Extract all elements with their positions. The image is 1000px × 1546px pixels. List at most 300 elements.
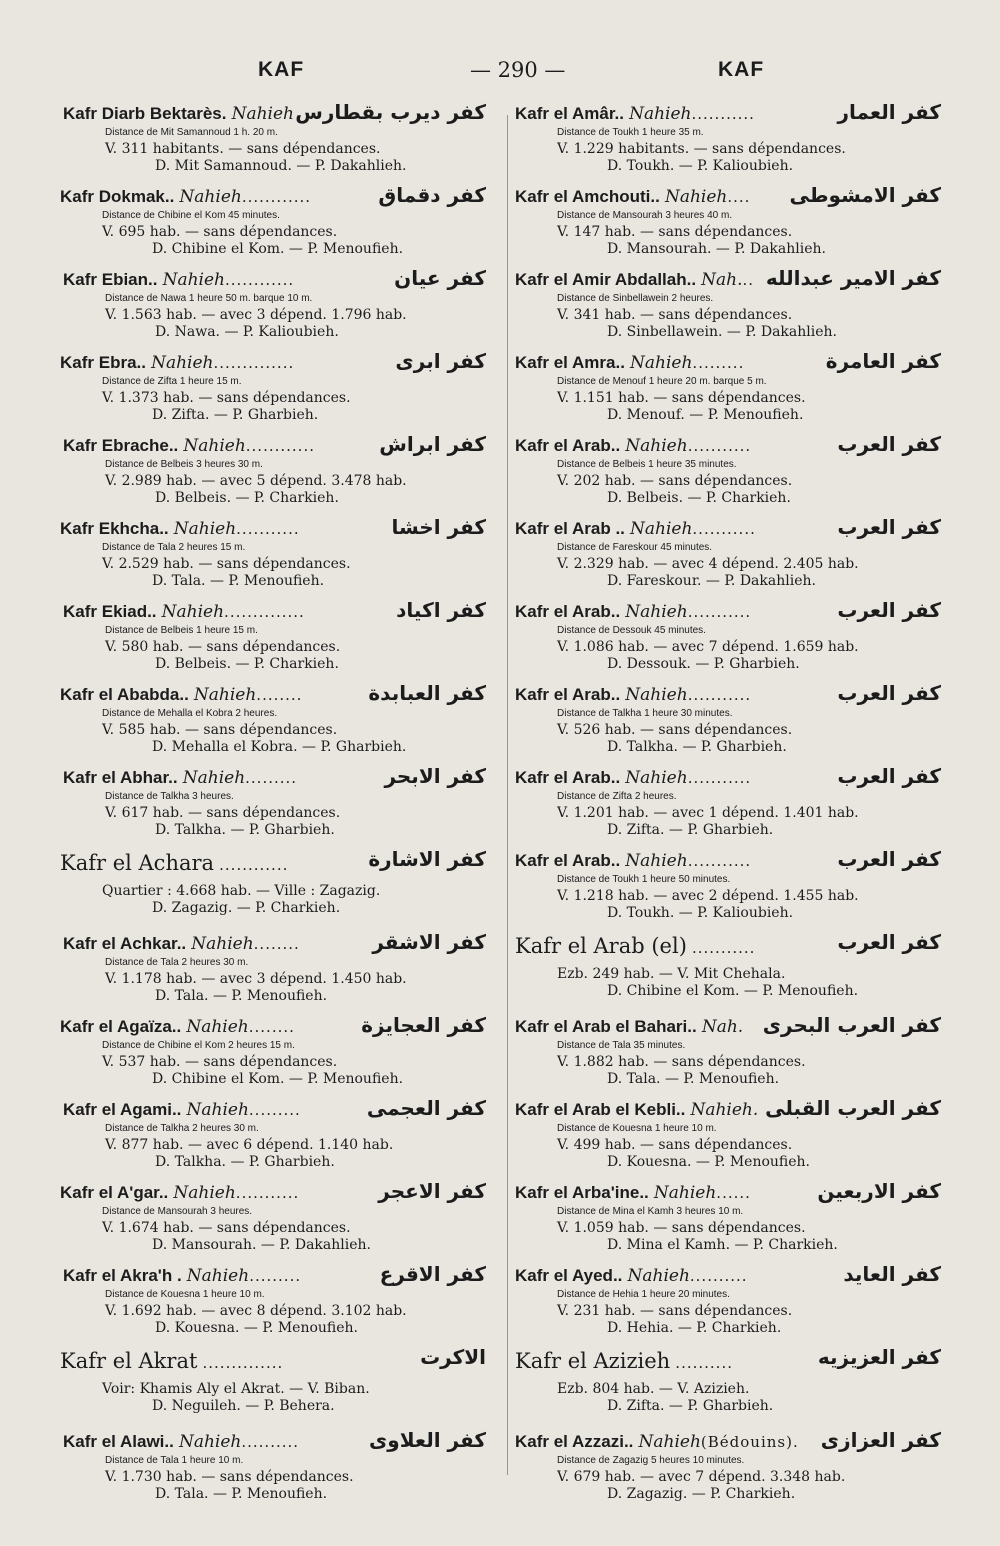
gazetteer-entry [515,1096,955,1183]
entry-population: V. 202 hab. — sans dépendances. [557,473,793,489]
entry-name: Kafr el Arab .. [515,519,625,538]
entry-kind: Nahieh [186,1100,249,1120]
arabic-name: الاكرت [420,1345,486,1369]
entry-heading [63,1428,500,1454]
entry-kind: Nahieh [186,1017,249,1037]
entry-distance: Distance de Dessouk 45 minutes. [557,625,706,636]
entry-name: Kafr el Amâr.. [515,104,624,123]
entry-heading [60,847,500,875]
gazetteer-entry [63,930,500,1017]
entry-district: D. Belbeis. — P. Charkieh. [607,490,791,506]
entry-distance: Distance de Sinbellawein 2 heures. [557,293,714,304]
gazetteer-entry [60,681,500,768]
entry-district: D. Chibine el Kom. — P. Menoufieh. [607,983,859,999]
entry-name: Kafr el Arab.. [515,436,621,455]
entry-name: Kafr Ebrache.. [63,436,179,455]
arabic-name: كفر العرب [837,930,941,954]
gazetteer-entry [60,183,500,270]
entry-population: V. 695 hab. — sans dépendances. [102,224,338,240]
leader-dots: ........... [691,105,755,123]
leader-dots: .............. [202,1354,284,1372]
entry-name: Kafr el Abhar.. [63,768,178,787]
entry-heading [515,100,955,126]
entry-distance: Distance de Kouesna 1 heure 10 m. [557,1123,717,1134]
right-column [515,100,955,1515]
arabic-name: كفر العجايزة [361,1013,486,1037]
entry-population: V. 311 habitants. — sans dépendances. [105,141,381,157]
entry-kind: Nahieh [653,1183,717,1203]
entry-district: D. Fareskour. — P. Dakahlieh. [607,573,816,589]
entry-population: V. 1.059 hab. — sans dépendances. [557,1220,806,1236]
leader-dots: ........... [687,437,752,455]
entry-distance: Distance de Toukh 1 heure 50 minutes. [557,874,731,885]
entry-district: D. Zifta. — P. Gharbieh. [152,407,319,423]
arabic-name: كفر العايد [843,1262,941,1286]
gazetteer-entry [63,432,500,519]
entry-distance: Distance de Chibine el Kom 2 heures 15 m. [102,1040,295,1051]
entry-kind: Nahieh [161,602,225,622]
entry-population: V. 231 hab. — sans dépendances. [557,1303,793,1319]
entry-kind: Nahieh [182,768,246,788]
entry-kind: Nahieh [625,768,688,788]
entry-kind: Nahieh [173,1183,236,1203]
entry-population: V. 341 hab. — sans dépendances. [557,307,793,323]
arabic-name: كفر العلاوى [368,1428,486,1452]
entry-name: Kafr el Arab.. [515,602,621,621]
entry-distance: Distance de Mit Samannoud 1 h. 20 m. [105,127,278,138]
entry-heading [515,1179,955,1205]
entry-heading [63,266,500,292]
arabic-name: كفر الاعجر [378,1179,486,1203]
entry-population: V. 580 hab. — sans dépendances. [105,639,341,655]
entry-population: V. 537 hab. — sans dépendances. [102,1054,338,1070]
leader-dots: ........... [692,520,756,538]
entry-population: V. 1.882 hab. — sans dépendances. [557,1054,806,1070]
entry-kind: Nahieh [638,1432,701,1452]
leader-dots: .............. [224,603,305,621]
entry-name: Kafr Ekhcha.. [60,519,169,538]
entry-heading [515,183,955,209]
entry-name: Kafr el Arab el Kebli.. [515,1100,686,1119]
entry-name: Kafr Ebra.. [60,353,146,372]
entry-distance: Distance de Tala 35 minutes. [557,1040,686,1051]
entry-name: Kafr el Achkar.. [63,934,187,953]
entry-kind: Nahieh [186,1266,250,1286]
arabic-name: كفر العمار [837,100,941,124]
entry-district: D. Tala. — P. Menoufieh. [607,1071,780,1087]
entry-name: Kafr el Amir Abdallah.. [515,270,697,289]
arabic-name: كفر العرب [837,847,941,871]
entry-population: V. 1.674 hab. — sans dépendances. [102,1220,351,1236]
entry-population: V. 1.201 hab. — avec 1 dépend. 1.401 hab. [557,805,859,821]
entry-population: V. 1.229 habitants. — sans dépendances. [557,141,846,157]
entry-name: Kafr el Arab (el) [515,934,687,958]
arabic-name: كفر العزازى [820,1428,941,1452]
arabic-name: كفر العرب [837,432,941,456]
entry-name: Kafr el Akrat [60,1349,198,1373]
arabic-name: كفر العجمى [366,1096,486,1120]
entry-kind: Nahieh [173,519,237,539]
gazetteer-entry [515,930,955,1017]
entry-distance: Distance de Mina el Kamh 3 heures 10 m. [557,1206,744,1217]
entry-name: Kafr el Arba'ine.. [515,1183,649,1202]
gazetteer-entry [515,598,955,685]
entry-district: D. Zifta. — P. Gharbieh. [607,1398,774,1414]
entry-district: D. Chibine el Kom. — P. Menoufieh. [152,1071,404,1087]
entry-name: Kafr el Ayed.. [515,1266,623,1285]
leader-dots: .............. [213,354,295,372]
entry-heading [60,1179,500,1205]
entry-heading [515,349,955,375]
entry-distance: Distance de Tala 2 heures 30 m. [105,957,249,968]
entry-kind: Nahieh [231,104,294,124]
entry-district: D. Mansourah. — P. Dakahlieh. [607,241,826,257]
arabic-name: كفر الامير عبدالله [765,266,941,290]
entry-name: Kafr el Agami.. [63,1100,182,1119]
entry-kind: Nahieh [179,187,242,207]
entry-kind: Nahieh [625,436,688,456]
entry-district: D. Nawa. — P. Kalioubieh. [155,324,339,340]
gazetteer-entry [63,1096,500,1183]
entry-population: V. 617 hab. — sans dépendances. [105,805,341,821]
entry-kind: Nahieh [625,685,688,705]
leader-dots: ............ [219,856,289,874]
entry-kind: Nahieh [151,353,214,373]
page-number: — 290 — [470,58,566,82]
leader-dots: ......... [245,769,298,787]
entry-kind: Nahieh [191,934,254,954]
gazetteer-entry [515,183,955,270]
entry-name: Kafr Dokmak.. [60,187,175,206]
entry-heading [515,1345,955,1373]
entry-distance: Distance de Menouf 1 heure 20 m. barque 5 m. [557,376,767,387]
arabic-name: كفر العزيزيه [817,1345,941,1369]
entry-district: D. Chibine el Kom. — P. Menoufieh. [152,241,404,257]
entry-heading [60,681,500,707]
gazetteer-entry [60,1179,500,1266]
entry-heading [515,432,955,458]
entry-name: Kafr el Arab.. [515,768,621,787]
entry-population: V. 1.692 hab. — avec 8 dépend. 3.102 hab. [105,1303,407,1319]
entry-heading [60,515,500,541]
entry-distance: Distance de Zifta 1 heure 15 m. [102,376,242,387]
arabic-name: كفر الاشارة [368,847,486,871]
entry-kind: Nahieh [629,104,692,124]
leader-dots: .......... [675,1354,733,1372]
leader-dots: ........ [248,1018,295,1036]
entry-population: V. 585 hab. — sans dépendances. [102,722,338,738]
arabic-name: كفر اخشا [391,515,486,539]
leader-dots: ............ [245,437,315,455]
entry-district: D. Neguileh. — P. Behera. [152,1398,335,1414]
entry-heading [60,1013,500,1039]
entry-name: Kafr el Arab el Bahari.. [515,1017,697,1036]
leader-dots: ......... [692,354,745,372]
entry-distance: Distance de Talkha 1 heure 30 minutes. [557,708,733,719]
leader-dots: ........... [687,769,752,787]
entry-name: Kafr el Azizieh [515,1349,671,1373]
entry-heading [60,349,500,375]
entry-district: D. Tala. — P. Menoufieh. [155,1486,328,1502]
gazetteer-entry [515,1013,955,1100]
entry-district: D. Zagazig. — P. Charkieh. [607,1486,796,1502]
entry-distance: Distance de Belbeis 1 heure 15 m. [105,625,258,636]
entry-distance: Distance de Fareskour 45 minutes. [557,542,713,553]
arabic-name: كفر العرب القبلى [765,1096,941,1120]
arabic-name: كفر الابحر [384,764,486,788]
entry-district: D. Zifta. — P. Gharbieh. [607,822,774,838]
entry-distance: Distance de Tala 1 heure 10 m. [105,1455,244,1466]
gazetteer-entry [60,349,500,436]
leader-dots: ........ [253,935,300,953]
entry-kind: Nahieh [630,519,693,539]
gazetteer-entry [515,764,955,851]
leader-dots: .... [727,188,751,206]
entry-name: Kafr el Ababda.. [60,685,189,704]
entry-distance: Distance de Nawa 1 heure 50 m. barque 10 m. [105,293,313,304]
entry-heading [515,681,955,707]
arabic-name: كفر العرب [837,681,941,705]
leader-dots: .......... [241,1433,300,1451]
entry-district: D. Talkha. — P. Gharbieh. [607,739,787,755]
arabic-name: كفر اكياد [396,598,486,622]
arabic-name: كفر العرب [837,598,941,622]
column-divider [507,115,508,1475]
entry-district: D. Kouesna. — P. Menoufieh. [607,1154,810,1170]
entry-district: D. Zagazig. — P. Charkieh. [152,900,341,916]
leader-dots: ........... [691,939,756,957]
entry-heading [63,432,500,458]
leader-dots: ......... [248,1101,301,1119]
entry-heading [515,1013,955,1039]
entry-name: Kafr Ekiad.. [63,602,157,621]
leader-dots: ........... [236,520,300,538]
entry-heading [515,515,955,541]
entry-population: Quartier : 4.668 hab. — Ville : Zagazig. [102,883,381,899]
entry-heading [63,1096,500,1122]
entry-population: V. 679 hab. — avec 7 dépend. 3.348 hab. [557,1469,846,1485]
arabic-name: كفر العبابدة [368,681,486,705]
gazetteer-entry [63,266,500,353]
entry-population: V. 1.218 hab. — avec 2 dépend. 1.455 hab. [557,888,859,904]
entry-distance: Distance de Zagazig 5 heures 10 minutes. [557,1455,745,1466]
entry-kind: Nahieh [627,1266,690,1286]
entry-district: D. Dessouk. — P. Gharbieh. [607,656,800,672]
entry-distance: Distance de Chibine el Kom 45 minutes. [102,210,280,221]
entry-population: V. 1.563 hab. — avec 3 dépend. 1.796 hab. [105,307,407,323]
entry-population: V. 2.989 hab. — avec 5 dépend. 3.478 hab. [105,473,407,489]
arabic-name: كفر ابراش [379,432,486,456]
entry-heading [63,598,500,624]
entry-name: Kafr el Alawi.. [63,1432,174,1451]
entry-district: D. Sinbellawein. — P. Dakahlieh. [607,324,837,340]
entry-district: D. Kouesna. — P. Menoufieh. [155,1320,358,1336]
entry-population: V. 877 hab. — avec 6 dépend. 1.140 hab. [105,1137,394,1153]
entry-population: V. 147 hab. — sans dépendances. [557,224,793,240]
gazetteer-entry [515,100,955,187]
gazetteer-entry [515,1345,955,1432]
gazetteer-entry [63,764,500,851]
entry-kind: Nahieh [664,187,728,207]
arabic-name: كفر العرب [837,515,941,539]
arabic-name: كفر دقماق [378,183,486,207]
entry-kind: Nahieh. [690,1100,759,1120]
entry-heading [515,764,955,790]
entry-distance: Distance de Zifta 2 heures. [557,791,677,802]
entry-heading [63,1262,500,1288]
entry-name: Kafr el Agaïza.. [60,1017,182,1036]
entry-district: D. Tala. — P. Menoufieh. [155,988,328,1004]
arabic-name: كفر العامرة [825,349,941,373]
entry-kind: Nahieh [625,602,688,622]
entry-district: D. Toukh. — P. Kalioubieh. [607,158,794,174]
gazetteer-entry [515,1179,955,1266]
arabic-name: كفر العرب البحرى [762,1013,941,1037]
leader-dots: (Bédouins). [700,1433,799,1451]
entry-kind: Nahieh [625,851,688,871]
entry-population: V. 1.151 hab. — sans dépendances. [557,390,806,406]
entry-population: Voir: Khamis Aly el Akrat. — V. Biban. [102,1381,370,1397]
leader-dots: ........... [687,603,752,621]
entry-heading [515,266,955,292]
entry-population: V. 499 hab. — sans dépendances. [557,1137,793,1153]
entry-district: D. Mina el Kamh. — P. Charkieh. [607,1237,838,1253]
entry-heading [515,1262,955,1288]
entry-population: Ezb. 249 hab. — V. Mit Chehala. [557,966,786,982]
gazetteer-entry [515,847,955,934]
gazetteer-entry [515,349,955,436]
leader-dots: ............ [224,271,295,289]
gazetteer-entry [515,515,955,602]
entry-population: V. 2.329 hab. — avec 4 dépend. 2.405 hab. [557,556,859,572]
entry-population: V. 1.730 hab. — sans dépendances. [105,1469,354,1485]
entry-name: Kafr Ebian.. [63,270,158,289]
leader-dots: ......... [249,1267,302,1285]
entry-district: D. Toukh. — P. Kalioubieh. [607,905,794,921]
entry-name: Kafr el Achara [60,851,215,875]
gazetteer-entry [515,1262,955,1349]
arabic-name: كفر الامشوطى [789,183,941,207]
entry-distance: Distance de Hehia 1 heure 20 minutes. [557,1289,730,1300]
entry-population: Ezb. 804 hab. — V. Azizieh. [557,1381,750,1397]
entry-heading [515,598,955,624]
entry-distance: Distance de Kouesna 1 heure 10 m. [105,1289,265,1300]
entry-district: D. Mansourah. — P. Dakahlieh. [152,1237,371,1253]
entry-distance: Distance de Mansourah 3 heures 40 m. [557,210,733,221]
gazetteer-entry [515,1428,955,1515]
page-header [0,58,1000,88]
entry-district: D. Talkha. — P. Gharbieh. [155,822,335,838]
running-head-right: KAF [718,58,765,81]
entry-distance: Distance de Mansourah 3 heures. [102,1206,253,1217]
gazetteer-entry [63,1428,500,1515]
entry-distance: Distance de Tala 2 heures 15 m. [102,542,246,553]
entry-district: D. Mit Samannoud. — P. Dakahlieh. [155,158,407,174]
entry-district: D. Tala. — P. Menoufieh. [152,573,325,589]
entry-kind: Nah. [701,1017,744,1037]
entry-name: Kafr el A'gar.. [60,1183,169,1202]
entry-heading [63,100,500,126]
entry-heading [515,847,955,873]
entry-kind: Nahieh [193,685,257,705]
arabic-name: كفر ديرب بقطارس [295,100,486,124]
left-column [60,100,500,1515]
arabic-name: كفر الاربعين [817,1179,941,1203]
leader-dots: ........... [687,686,752,704]
arabic-name: كفر العرب [837,764,941,788]
entry-heading [63,930,500,956]
entry-name: Kafr el Amra.. [515,353,625,372]
entry-distance: Distance de Talkha 2 heures 30 m. [105,1123,259,1134]
leader-dots: ............ [241,188,312,206]
arabic-name: كفر عيان [394,266,486,290]
arabic-name: كفر الاقرع [379,1262,486,1286]
entry-name: Kafr el Arab.. [515,685,621,704]
entry-population: V. 1.373 hab. — sans dépendances. [102,390,351,406]
entry-district: D. Hehia. — P. Charkieh. [607,1320,782,1336]
gazetteer-entry [63,1262,500,1349]
entry-kind: Nah. [701,270,743,290]
entry-kind: Nahieh [162,270,225,290]
entry-heading [515,930,955,958]
entry-heading [63,764,500,790]
running-head-left: KAF [258,58,305,81]
entry-kind: Nahieh [630,353,693,373]
entry-kind: Nahieh [183,436,246,456]
entry-distance: Distance de Belbeis 1 heure 35 minutes. [557,459,737,470]
leader-dots: .......... [689,1267,748,1285]
entry-district: D. Belbeis. — P. Charkieh. [155,656,339,672]
entry-heading [60,183,500,209]
gazetteer-entry [63,100,500,187]
entry-population: V. 1.178 hab. — avec 3 dépend. 1.450 hab. [105,971,407,987]
arabic-name: كفر ابرى [395,349,486,373]
entry-name: Kafr el Amchouti.. [515,187,660,206]
leader-dots: ........... [687,852,752,870]
entry-district: D. Belbeis. — P. Charkieh. [155,490,339,506]
entry-heading [515,1428,955,1454]
leader-dots: ........ [256,686,303,704]
entry-population: V. 2.529 hab. — sans dépendances. [102,556,351,572]
entry-population: V. 526 hab. — sans dépendances. [557,722,793,738]
entry-heading [515,1096,955,1122]
gazetteer-entry [60,1013,500,1100]
entry-district: D. Mehalla el Kobra. — P. Gharbieh. [152,739,407,755]
entry-heading [60,1345,500,1373]
gazetteer-entry [60,515,500,602]
gazetteer-entry [60,847,500,934]
entry-district: D. Talkha. — P. Gharbieh. [155,1154,335,1170]
gazetteer-entry [63,598,500,685]
entry-population: V. 1.086 hab. — avec 7 dépend. 1.659 hab. [557,639,859,655]
gazetteer-entry [515,681,955,768]
entry-distance: Distance de Talkha 3 heures. [105,791,234,802]
leader-dots: ........... [235,1184,300,1202]
leader-dots: .. [742,271,755,289]
gazetteer-entry [515,266,955,353]
entry-district: D. Menouf. — P. Menoufieh. [607,407,804,423]
entry-name: Kafr el Akra'h . [63,1266,182,1285]
entry-name: Kafr el Arab.. [515,851,621,870]
entry-name: Kafr el Azzazi.. [515,1432,634,1451]
gazetteer-entry [515,432,955,519]
gazetteer-entry [60,1345,500,1432]
leader-dots: ...... [716,1184,751,1202]
entry-kind: Nahieh [178,1432,242,1452]
entry-distance: Distance de Mehalla el Kobra 2 heures. [102,708,278,719]
entry-distance: Distance de Belbeis 3 heures 30 m. [105,459,263,470]
arabic-name: كفر الاشقر [372,930,486,954]
